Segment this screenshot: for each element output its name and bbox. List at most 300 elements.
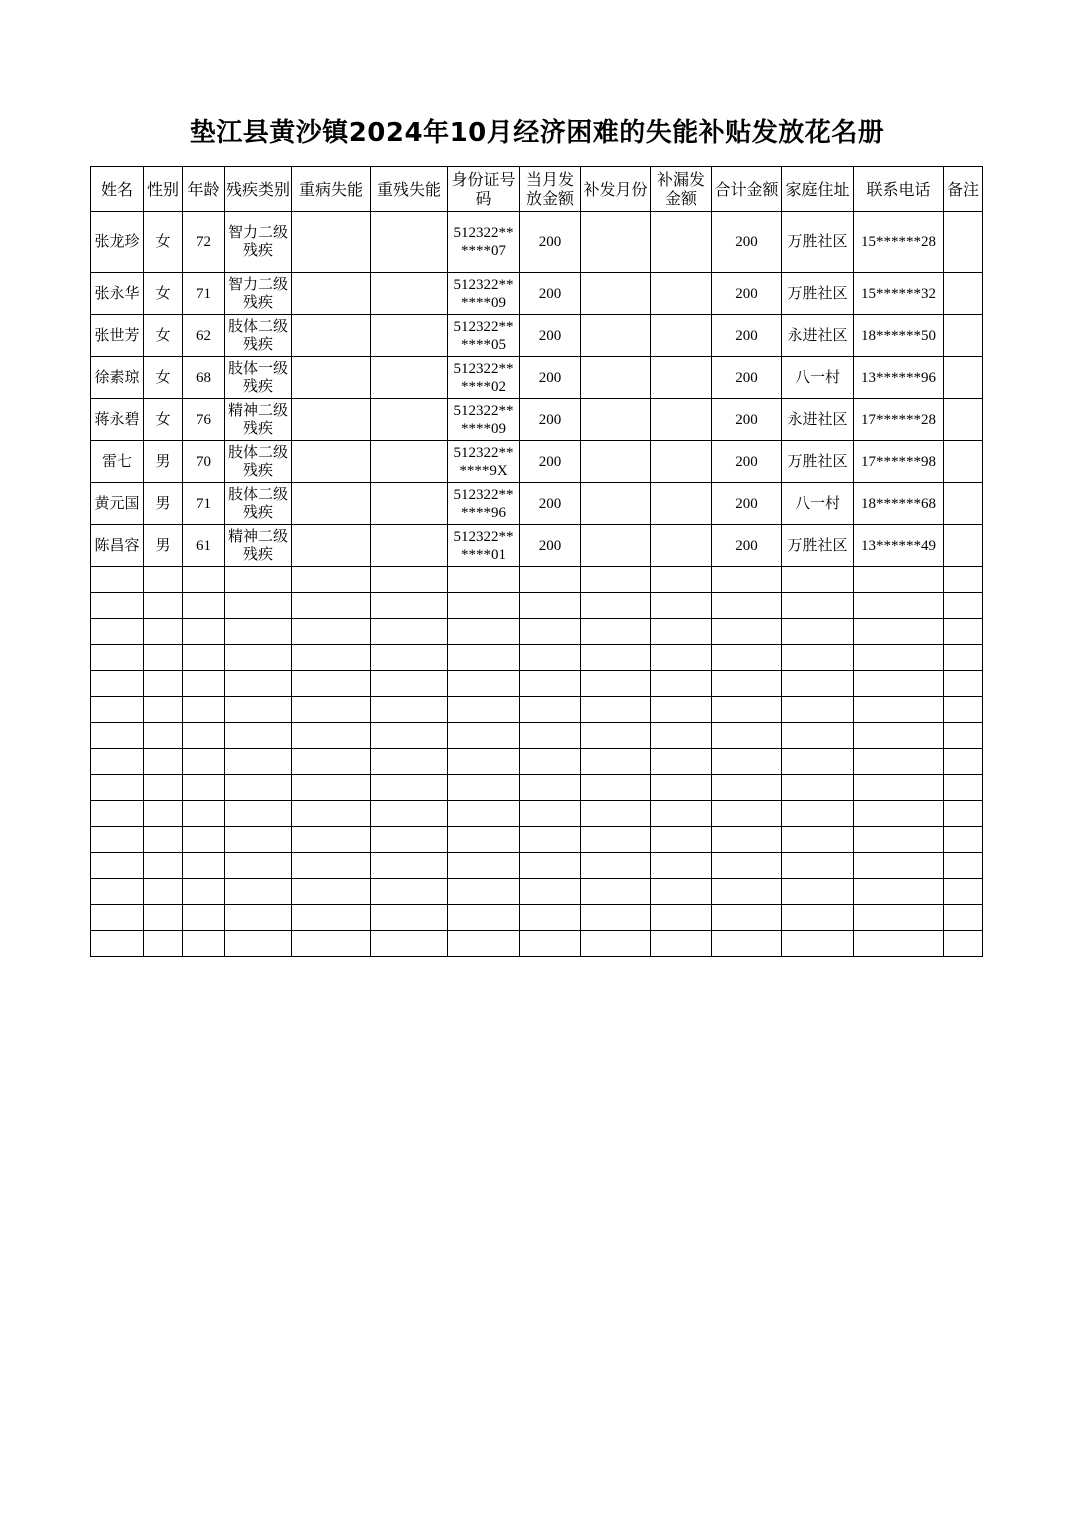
cell-id: 512322** ****07: [448, 212, 520, 273]
column-header: 当月发 放金额: [520, 167, 581, 212]
empty-cell: [581, 879, 651, 905]
cell-disability: 智力二级残疾: [225, 273, 292, 315]
header-row: [91, 167, 983, 212]
cell-gender: 女: [144, 357, 183, 399]
cell-total: 200: [712, 483, 782, 525]
cell-address: 八一村: [782, 357, 854, 399]
empty-cell: [371, 853, 448, 879]
empty-cell: [225, 775, 292, 801]
empty-cell: [944, 749, 983, 775]
cell-phone: 13******96: [854, 357, 944, 399]
empty-cell: [854, 723, 944, 749]
empty-cell: [782, 645, 854, 671]
empty-row: [91, 827, 983, 853]
empty-cell: [944, 593, 983, 619]
cell-total: 200: [712, 525, 782, 567]
empty-cell: [944, 723, 983, 749]
empty-cell: [712, 593, 782, 619]
empty-cell: [944, 905, 983, 931]
cell-gender: 男: [144, 483, 183, 525]
cell-monthly: 200: [520, 399, 581, 441]
empty-cell: [581, 567, 651, 593]
empty-cell: [520, 775, 581, 801]
table-row: [91, 273, 983, 315]
cell-gender: 男: [144, 441, 183, 483]
empty-cell: [854, 801, 944, 827]
empty-row: [91, 775, 983, 801]
cell-ill: [292, 525, 371, 567]
empty-cell: [520, 567, 581, 593]
empty-cell: [448, 879, 520, 905]
empty-cell: [651, 593, 712, 619]
empty-cell: [183, 905, 225, 931]
column-header: 年龄: [183, 167, 225, 212]
empty-cell: [712, 775, 782, 801]
empty-cell: [581, 749, 651, 775]
empty-row: [91, 853, 983, 879]
empty-cell: [292, 905, 371, 931]
cell-disability: 肢体二级残疾: [225, 441, 292, 483]
cell-monthly: 200: [520, 357, 581, 399]
empty-cell: [854, 749, 944, 775]
empty-cell: [651, 905, 712, 931]
cell-back_amount: [651, 212, 712, 273]
empty-cell: [371, 775, 448, 801]
empty-cell: [91, 567, 144, 593]
empty-cell: [225, 697, 292, 723]
empty-cell: [782, 723, 854, 749]
empty-cell: [292, 619, 371, 645]
column-header: 重残失能: [371, 167, 448, 212]
empty-cell: [91, 749, 144, 775]
table-row: [91, 212, 983, 273]
cell-back_month: [581, 212, 651, 273]
cell-note: [944, 357, 983, 399]
table-row: [91, 441, 983, 483]
table-row: [91, 315, 983, 357]
empty-cell: [944, 827, 983, 853]
cell-back_amount: [651, 399, 712, 441]
cell-disability: 肢体二级残疾: [225, 315, 292, 357]
empty-cell: [91, 801, 144, 827]
cell-severe: [371, 357, 448, 399]
empty-cell: [292, 645, 371, 671]
cell-name: 黄元国: [91, 483, 144, 525]
empty-cell: [782, 671, 854, 697]
empty-cell: [144, 723, 183, 749]
empty-cell: [183, 749, 225, 775]
empty-cell: [292, 697, 371, 723]
empty-row: [91, 567, 983, 593]
empty-cell: [183, 645, 225, 671]
cell-phone: 18******68: [854, 483, 944, 525]
empty-cell: [782, 619, 854, 645]
empty-cell: [144, 775, 183, 801]
empty-cell: [944, 801, 983, 827]
column-header: 残疾类别: [225, 167, 292, 212]
table-row: [91, 483, 983, 525]
cell-gender: 女: [144, 212, 183, 273]
cell-severe: [371, 483, 448, 525]
empty-cell: [448, 853, 520, 879]
cell-age: 61: [183, 525, 225, 567]
cell-back_month: [581, 483, 651, 525]
empty-cell: [144, 619, 183, 645]
empty-cell: [581, 853, 651, 879]
empty-cell: [581, 645, 651, 671]
cell-back_amount: [651, 315, 712, 357]
empty-cell: [225, 827, 292, 853]
empty-cell: [854, 905, 944, 931]
empty-cell: [448, 775, 520, 801]
empty-cell: [520, 879, 581, 905]
empty-cell: [183, 931, 225, 957]
empty-cell: [581, 593, 651, 619]
empty-cell: [448, 567, 520, 593]
empty-cell: [225, 593, 292, 619]
cell-phone: 15******28: [854, 212, 944, 273]
cell-address: 万胜社区: [782, 212, 854, 273]
empty-cell: [944, 619, 983, 645]
roster-table: [90, 166, 983, 957]
cell-name: 雷七: [91, 441, 144, 483]
empty-cell: [712, 723, 782, 749]
empty-cell: [91, 931, 144, 957]
empty-cell: [782, 775, 854, 801]
empty-cell: [448, 645, 520, 671]
empty-cell: [854, 931, 944, 957]
cell-disability: 肢体二级残疾: [225, 483, 292, 525]
empty-cell: [581, 775, 651, 801]
cell-back_amount: [651, 441, 712, 483]
table-row: [91, 399, 983, 441]
empty-cell: [854, 853, 944, 879]
empty-cell: [944, 645, 983, 671]
cell-disability: 智力二级残疾: [225, 212, 292, 273]
empty-cell: [651, 697, 712, 723]
empty-row: [91, 697, 983, 723]
empty-cell: [712, 905, 782, 931]
cell-back_month: [581, 357, 651, 399]
empty-cell: [292, 775, 371, 801]
empty-cell: [183, 593, 225, 619]
empty-cell: [651, 723, 712, 749]
cell-address: 永进社区: [782, 315, 854, 357]
empty-cell: [292, 749, 371, 775]
cell-address: 永进社区: [782, 399, 854, 441]
empty-cell: [225, 801, 292, 827]
cell-total: 200: [712, 399, 782, 441]
empty-cell: [782, 567, 854, 593]
empty-cell: [712, 879, 782, 905]
cell-disability: 精神二级残疾: [225, 525, 292, 567]
cell-gender: 女: [144, 315, 183, 357]
column-header: 性别: [144, 167, 183, 212]
cell-age: 68: [183, 357, 225, 399]
empty-row: [91, 645, 983, 671]
empty-cell: [292, 827, 371, 853]
empty-cell: [144, 593, 183, 619]
empty-row: [91, 619, 983, 645]
empty-cell: [782, 827, 854, 853]
empty-cell: [854, 879, 944, 905]
cell-back_month: [581, 441, 651, 483]
empty-cell: [144, 671, 183, 697]
empty-cell: [448, 749, 520, 775]
empty-cell: [712, 749, 782, 775]
empty-cell: [448, 723, 520, 749]
empty-cell: [944, 879, 983, 905]
cell-back_amount: [651, 357, 712, 399]
cell-id: 512322** ****09: [448, 399, 520, 441]
empty-cell: [225, 853, 292, 879]
empty-cell: [225, 567, 292, 593]
empty-row: [91, 723, 983, 749]
cell-back_month: [581, 315, 651, 357]
cell-id: 512322** ****02: [448, 357, 520, 399]
empty-cell: [944, 671, 983, 697]
cell-severe: [371, 525, 448, 567]
empty-cell: [292, 931, 371, 957]
empty-cell: [371, 593, 448, 619]
empty-cell: [944, 775, 983, 801]
empty-cell: [944, 931, 983, 957]
cell-total: 200: [712, 212, 782, 273]
empty-cell: [448, 593, 520, 619]
cell-name: 蒋永碧: [91, 399, 144, 441]
empty-cell: [292, 879, 371, 905]
empty-cell: [520, 619, 581, 645]
empty-cell: [712, 853, 782, 879]
empty-cell: [144, 749, 183, 775]
empty-cell: [371, 619, 448, 645]
cell-back_month: [581, 525, 651, 567]
empty-cell: [91, 827, 144, 853]
cell-phone: 17******28: [854, 399, 944, 441]
empty-cell: [225, 905, 292, 931]
empty-cell: [520, 853, 581, 879]
empty-cell: [712, 567, 782, 593]
cell-severe: [371, 315, 448, 357]
cell-note: [944, 273, 983, 315]
empty-cell: [651, 801, 712, 827]
column-header: 补漏发 金额: [651, 167, 712, 212]
column-header: 合计金额: [712, 167, 782, 212]
cell-id: 512322** ****01: [448, 525, 520, 567]
empty-cell: [520, 827, 581, 853]
empty-cell: [225, 619, 292, 645]
empty-cell: [91, 879, 144, 905]
empty-cell: [581, 931, 651, 957]
empty-cell: [651, 645, 712, 671]
empty-cell: [183, 723, 225, 749]
empty-cell: [183, 619, 225, 645]
empty-cell: [782, 697, 854, 723]
empty-cell: [144, 801, 183, 827]
empty-cell: [944, 853, 983, 879]
cell-severe: [371, 441, 448, 483]
empty-cell: [854, 775, 944, 801]
column-header: 家庭住址: [782, 167, 854, 212]
empty-cell: [520, 905, 581, 931]
empty-cell: [581, 619, 651, 645]
empty-cell: [183, 671, 225, 697]
empty-cell: [520, 645, 581, 671]
cell-back_amount: [651, 273, 712, 315]
empty-cell: [183, 697, 225, 723]
empty-cell: [183, 827, 225, 853]
cell-id: 512322** ****05: [448, 315, 520, 357]
cell-ill: [292, 441, 371, 483]
cell-name: 张龙珍: [91, 212, 144, 273]
cell-id: 512322** ****9X: [448, 441, 520, 483]
empty-cell: [651, 749, 712, 775]
table-row: [91, 525, 983, 567]
cell-age: 70: [183, 441, 225, 483]
empty-cell: [371, 827, 448, 853]
cell-age: 72: [183, 212, 225, 273]
empty-cell: [91, 593, 144, 619]
empty-cell: [581, 801, 651, 827]
empty-cell: [144, 697, 183, 723]
cell-note: [944, 399, 983, 441]
cell-gender: 女: [144, 273, 183, 315]
empty-cell: [371, 645, 448, 671]
cell-gender: 男: [144, 525, 183, 567]
cell-address: 万胜社区: [782, 525, 854, 567]
empty-cell: [520, 723, 581, 749]
empty-cell: [581, 905, 651, 931]
empty-cell: [448, 931, 520, 957]
column-header: 重病失能: [292, 167, 371, 212]
empty-cell: [712, 697, 782, 723]
cell-ill: [292, 399, 371, 441]
empty-cell: [854, 671, 944, 697]
empty-row: [91, 593, 983, 619]
empty-cell: [520, 697, 581, 723]
cell-note: [944, 315, 983, 357]
empty-cell: [854, 619, 944, 645]
cell-id: 512322** ****09: [448, 273, 520, 315]
cell-disability: 肢体一级残疾: [225, 357, 292, 399]
empty-cell: [782, 879, 854, 905]
empty-cell: [782, 905, 854, 931]
empty-cell: [183, 567, 225, 593]
empty-cell: [91, 853, 144, 879]
empty-cell: [712, 619, 782, 645]
empty-cell: [91, 775, 144, 801]
empty-cell: [448, 697, 520, 723]
empty-cell: [782, 801, 854, 827]
empty-cell: [854, 645, 944, 671]
cell-phone: 17******98: [854, 441, 944, 483]
empty-cell: [371, 905, 448, 931]
empty-cell: [448, 801, 520, 827]
empty-cell: [651, 567, 712, 593]
empty-cell: [371, 931, 448, 957]
empty-cell: [225, 671, 292, 697]
cell-id: 512322** ****96: [448, 483, 520, 525]
cell-address: 万胜社区: [782, 441, 854, 483]
cell-severe: [371, 212, 448, 273]
column-header: 姓名: [91, 167, 144, 212]
cell-age: 71: [183, 273, 225, 315]
cell-total: 200: [712, 315, 782, 357]
empty-cell: [371, 749, 448, 775]
empty-cell: [581, 697, 651, 723]
cell-ill: [292, 483, 371, 525]
empty-cell: [520, 801, 581, 827]
empty-cell: [651, 879, 712, 905]
empty-cell: [651, 619, 712, 645]
roster-body: [91, 212, 983, 957]
empty-cell: [225, 645, 292, 671]
empty-cell: [782, 931, 854, 957]
empty-cell: [712, 827, 782, 853]
empty-cell: [144, 645, 183, 671]
empty-cell: [144, 853, 183, 879]
cell-name: 张世芳: [91, 315, 144, 357]
empty-cell: [144, 879, 183, 905]
empty-cell: [144, 931, 183, 957]
empty-cell: [651, 671, 712, 697]
cell-total: 200: [712, 273, 782, 315]
empty-row: [91, 801, 983, 827]
empty-cell: [183, 775, 225, 801]
empty-cell: [292, 853, 371, 879]
table-row: [91, 357, 983, 399]
empty-cell: [371, 879, 448, 905]
cell-monthly: 200: [520, 441, 581, 483]
empty-cell: [712, 931, 782, 957]
empty-cell: [651, 853, 712, 879]
empty-row: [91, 749, 983, 775]
cell-name: 徐素琼: [91, 357, 144, 399]
cell-total: 200: [712, 357, 782, 399]
empty-cell: [448, 619, 520, 645]
empty-cell: [225, 931, 292, 957]
empty-cell: [91, 697, 144, 723]
cell-age: 71: [183, 483, 225, 525]
empty-cell: [144, 905, 183, 931]
empty-cell: [371, 567, 448, 593]
empty-cell: [944, 697, 983, 723]
empty-cell: [183, 801, 225, 827]
cell-phone: 15******32: [854, 273, 944, 315]
empty-cell: [91, 619, 144, 645]
empty-cell: [183, 853, 225, 879]
empty-cell: [651, 931, 712, 957]
empty-cell: [651, 827, 712, 853]
cell-note: [944, 441, 983, 483]
cell-back_month: [581, 273, 651, 315]
cell-back_amount: [651, 483, 712, 525]
empty-cell: [782, 853, 854, 879]
empty-cell: [225, 749, 292, 775]
cell-total: 200: [712, 441, 782, 483]
cell-ill: [292, 357, 371, 399]
empty-cell: [183, 879, 225, 905]
cell-note: [944, 483, 983, 525]
empty-cell: [91, 645, 144, 671]
empty-cell: [292, 567, 371, 593]
cell-severe: [371, 399, 448, 441]
cell-phone: 18******50: [854, 315, 944, 357]
empty-cell: [292, 723, 371, 749]
empty-cell: [782, 749, 854, 775]
empty-cell: [292, 801, 371, 827]
cell-name: 张永华: [91, 273, 144, 315]
